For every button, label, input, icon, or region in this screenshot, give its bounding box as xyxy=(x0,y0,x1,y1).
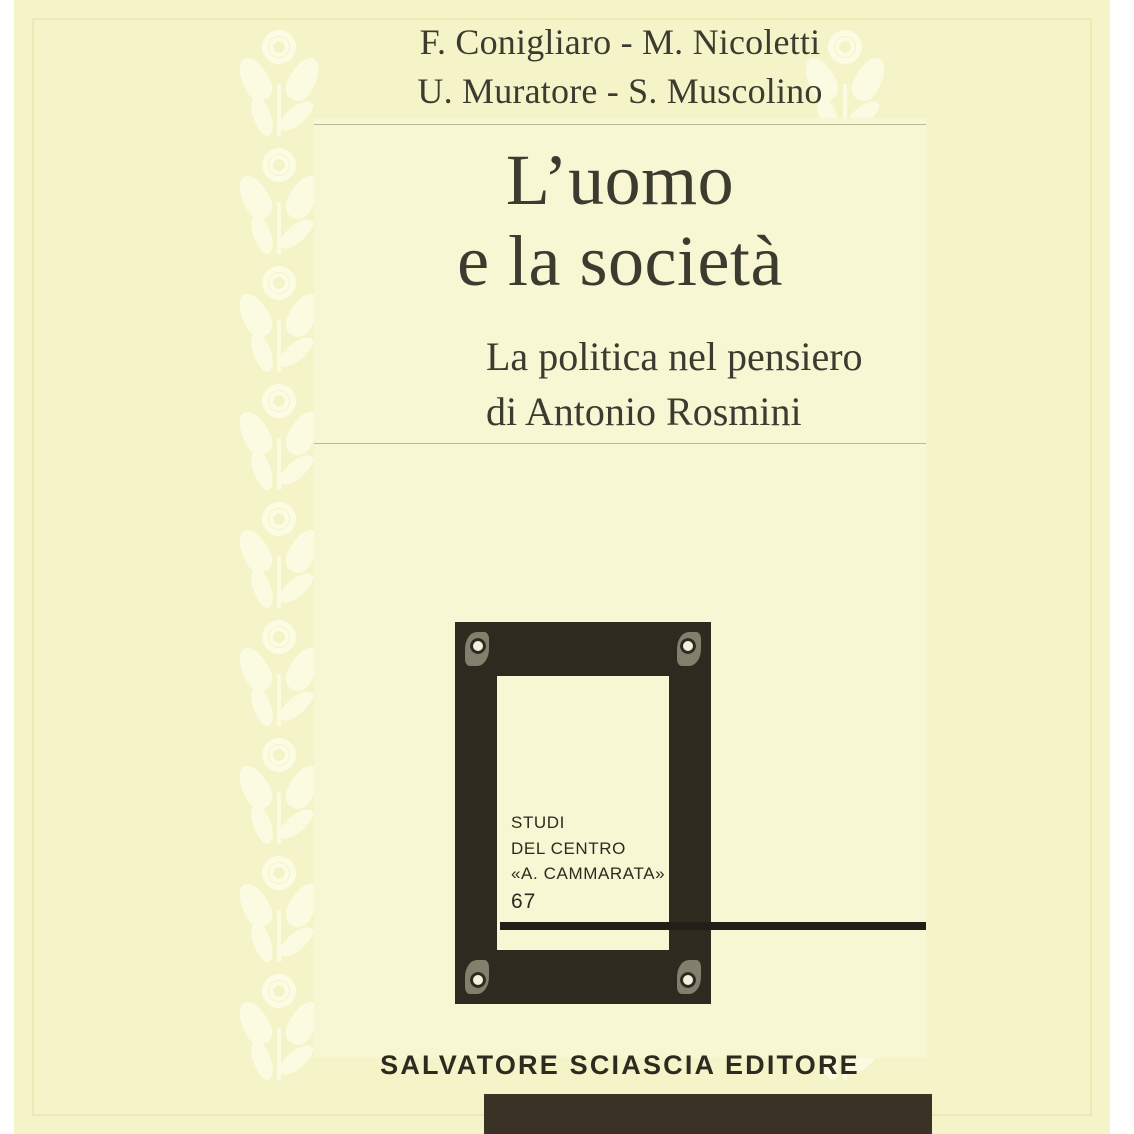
floral-ornament-left xyxy=(236,20,322,1114)
publisher-name: SALVATORE SCIASCIA EDITORE xyxy=(380,1050,860,1080)
series-line-1: STUDI xyxy=(511,813,565,832)
title-line-2: e la società xyxy=(457,220,783,301)
series-line-3: «A. CAMMARATA» xyxy=(511,864,666,883)
bottom-dark-block xyxy=(484,1094,932,1134)
series-line-2: DEL CENTRO xyxy=(511,838,626,858)
emblem-dot-top-right xyxy=(680,638,696,654)
subtitle-line-1: La politica nel pensiero xyxy=(486,334,863,380)
title-line-1: L’uomo xyxy=(505,140,735,220)
series-text xyxy=(511,810,675,887)
rule-below-subtitle xyxy=(314,443,926,444)
horizontal-bar xyxy=(500,922,926,930)
book-subtitle xyxy=(314,329,926,439)
publisher-emblem xyxy=(455,622,711,1004)
title-block xyxy=(314,140,926,440)
rule-above-title xyxy=(314,124,926,125)
emblem-dot-bottom-right xyxy=(680,972,696,988)
emblem-dot-top-left xyxy=(470,638,486,654)
author-line-1: F. Conigliaro - M. Nicoletti xyxy=(419,22,821,62)
authors-block xyxy=(314,18,926,116)
book-title xyxy=(314,140,926,301)
subtitle-line-2: di Antonio Rosmini xyxy=(486,389,802,435)
series-number: 67 xyxy=(511,890,537,913)
emblem-dot-bottom-left xyxy=(470,972,486,988)
author-line-2: U. Muratore - S. Muscolino xyxy=(417,70,823,111)
book-cover xyxy=(14,0,1110,1134)
